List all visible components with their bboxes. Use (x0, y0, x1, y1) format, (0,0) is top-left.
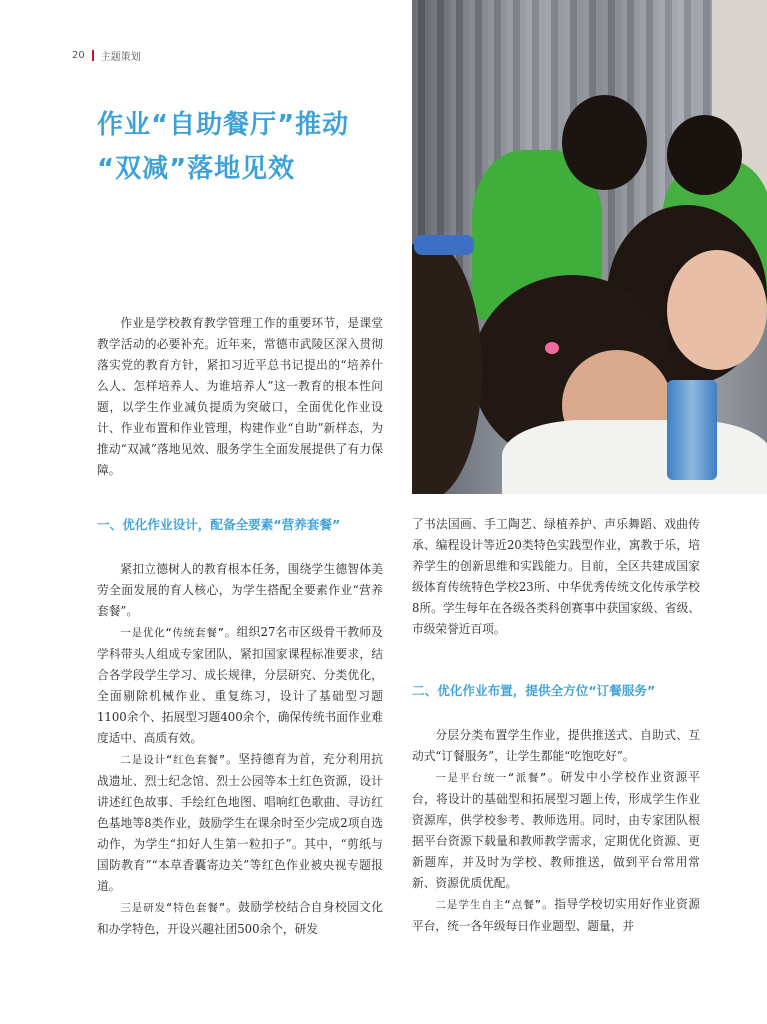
item-text: 。坚持德育为首，充分利用抗战遗址、烈士纪念馆、烈士公园等本土红色资源，设计讲述红色故事、手绘红色地图、唱响红色歌曲、寻访红色基地等8类作业，鼓励学生在课余时至少完成2项自选动作，为学生“扣好人生第一粒扣子”。其中，“剪纸与国防教育”“本草香囊寄边关”等红色作业被央视专题报道。 (97, 752, 383, 893)
title-line-1: 作业“自助餐厅”推动 (97, 110, 350, 140)
white-uniform (502, 420, 767, 494)
hair-tie (545, 342, 559, 354)
item-text: 。指导学校切实用好作业资源平台，统一各年级每日作业题型、题量，并 (412, 897, 700, 933)
page-number: 20 (72, 49, 85, 61)
pencil-holder (667, 380, 717, 480)
section-1-heading: 一、优化作业设计，配备全要素“营养套餐” (97, 517, 341, 532)
section-2-item-2 (412, 894, 700, 937)
header-divider (92, 50, 94, 61)
item-lead: 一是优化“传统套餐” (120, 627, 225, 639)
page-header (72, 48, 141, 62)
section-1-intro: 紧扣立德树人的教育根本任务，围绕学生德智体美劳全面发展的育人核心，为学生搭配全要素作业“营养套餐”。 (97, 562, 383, 618)
section-2-intro: 分层分类布置学生作业，提供推送式、自助式、互动式“订餐服务”，让学生都能“吃饱吃好”。 (412, 728, 700, 763)
left-column (97, 514, 383, 940)
item-lead: 三是研发“特色套餐” (120, 902, 226, 914)
item-lead: 二是学生自主“点餐” (435, 899, 542, 911)
section-1-item-1 (97, 622, 383, 749)
section-1-item-3 (97, 897, 383, 940)
intro-paragraph: 作业是学校教育教学管理工作的重要环节，是课堂教学活动的必要补充。近年来，常德市武陵区深入贯彻落实党的教育方针，紧扣习近平总书记提出的“培养什么人、怎样培养人、为谁培养人”这一教育的根本性问题，以学生作业减负提质为突破口，全面优化作业设计、作业布置和作业管理，构建作业“自助”新样态，为推动“双减”落地见效、服务学生全面发展提供了有力保障。 (97, 316, 383, 477)
section-1-continued: 了书法国画、手工陶艺、绿植养护、声乐舞蹈、戏曲传承、编程设计等近20类特色实践型作业，寓教于乐，培养学生的创新思维和实践能力。目前，全区共建成国家级体育传统特色学校23所、中华优秀传统文化传承学校8所。学生每年在各级各类科创赛事中获国家级、省级、市级荣誉近百项。 (412, 517, 700, 636)
right-column (412, 514, 700, 937)
section-2-heading: 二、优化作业布置，提供全方位“订餐服务” (412, 683, 656, 698)
hair-shape (562, 95, 647, 190)
hair-shape-2 (667, 115, 742, 195)
item-lead: 一是平台统一“派餐” (435, 772, 547, 784)
item-lead: 二是设计“红色套餐” (120, 754, 226, 766)
article-title (97, 103, 397, 191)
section-label: 主题策划 (100, 51, 141, 63)
section-1-item-2 (97, 749, 383, 897)
blue-chair (414, 235, 474, 255)
item-text: 。鼓励学校结合自身校园文化和办学特色，开设兴趣社团500余个，研发 (97, 900, 383, 936)
item-text: 。组织27名市区级骨干教师及学科带头人组成专家团队，紧扣国家课程标准要求，结合各学段学生学习、成长规律，分层研究、分类优化，全面剔除机械作业、重复练习，设计了基础型习题1100余个、拓展型习题400余个，确保传统书面作业难度适中、高质有效。 (97, 625, 383, 745)
section-2-item-1 (412, 767, 700, 894)
girl-face-skin (667, 250, 767, 370)
item-text: 。研发中小学校作业资源平台，将设计的基础型和拓展型习题上传，形成学生作业资源库，供学校参考、教师选用。同时，由专家团队根据平台资源下载量和教师教学需求，定期优化资源、更新题库，并及时为学校、教师推送，做到平台常用常新、资源优质优配。 (412, 770, 700, 890)
intro-section (97, 313, 383, 481)
title-line-2: “双减”落地见效 (97, 154, 296, 184)
classroom-students-photo (412, 0, 767, 494)
